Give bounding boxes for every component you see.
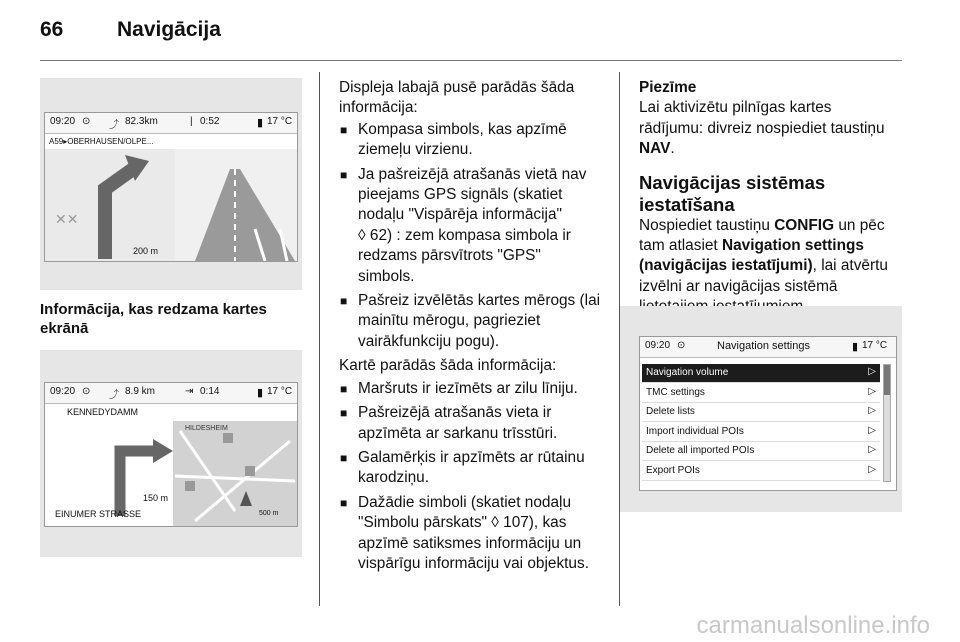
eta-separator: | [190,116,193,127]
footer-watermark: carmanualsonline.info [696,612,930,639]
chevron-right-icon: ▷ [868,385,876,397]
settings-menu-item-label: Delete lists [646,406,695,417]
list-item: ■ Dažādie simboli (skatiet nodaļu "Simbolu pārskats" ◊ 107), kas apzīmē satiksmes informāciju un vispārīgu informāciju vai objektus. [339,493,607,575]
settings-menu-item-label: TMC settings [646,386,705,398]
settings-menu-item[interactable] [642,462,880,481]
clock: 09:20 [645,340,671,351]
road-name: A59▸OBERHAUSEN/OLPE... [49,137,154,146]
chevron-right-icon: ▷ [868,463,876,475]
settings-screen-image [620,306,902,512]
figure-caption [40,300,310,338]
caption-line: ekrānā [40,320,89,337]
turn-distance: 150 m [143,493,169,503]
settings-menu-item[interactable] [642,442,880,461]
header-rule [40,60,902,61]
guidance-screen-image [40,78,302,290]
list-item: ■ Kompasa simbols, kas apzīmē ziemeļu virzienu. [339,120,607,161]
list-item: ■ Maršruts ir iezīmēts ar zilu līniju. [339,379,607,399]
map-display [44,382,298,527]
temperature-icon: ▮ [257,117,264,129]
settings-menu-item[interactable] [642,364,880,383]
note-title: Piezīme [639,79,697,96]
guidance-display [44,112,298,262]
note: Piezīme Lai aktivizētu pilnīgas kartes rādījumu: divreiz nospiediet taustiņu NAV. [639,79,885,158]
svg-text:✕✕: ✕✕ [55,211,79,227]
settings-display [639,336,897,491]
time-remaining: 0:14 [200,386,220,397]
chevron-right-icon: ▷ [868,444,876,455]
compass-icon: ⊙ [677,340,686,351]
instruction-text: Nospiediet taustiņu CONFIG un pēc tam atlasiet Navigation settings (navigācijas iestatījumi), lai atvērtu izvēlni ar navigācijas sistēmā [639,216,888,295]
settings-menu-item-label: Import individual POIs [646,425,744,437]
distance-remaining: 82.3km [125,116,158,127]
temperature: 17 °C [267,116,293,127]
list-item: ■ Pašreizējā atrašanās vieta ir apzīmēta ar sarkanu trīsstūri. [339,403,607,444]
chevron-right-icon: ▷ [868,405,876,416]
compass-icon: ⊙ [82,116,91,127]
map-scale: 500 m [259,510,279,517]
clock: 09:20 [50,386,76,397]
list-item: ■ Ja pašreizējā atrašanās vietā nav pieejams GPS signāls (skatiet nodaļu "Vispārēja informācija" ◊ 62) : zem kompasa simbola ir redzams pārsvītrots "GPS" simbols. [339,165,607,287]
page-number: 66 [40,18,64,41]
settings-menu-item-label: Export POIs [646,464,700,476]
middle-column [339,78,607,578]
settings-menu-item[interactable] [642,423,880,442]
status-bar [45,383,297,404]
page-title: Navigācija [117,18,221,41]
settings-menu-item-label: Navigation volume [646,367,729,378]
right-column [639,78,909,318]
menu-title: Navigation settings [717,340,810,352]
temperature: 17 °C [267,386,293,397]
chevron-right-icon: ▷ [868,424,876,436]
distance-remaining: 8.9 km [125,386,156,397]
settings-menu-item[interactable] [642,384,880,403]
map-screen-image [40,350,302,557]
temperature-icon: ▮ [257,387,264,399]
temperature-icon: ▮ [852,341,859,353]
time-remaining: 0:52 [200,116,220,127]
intro-text-2: Kartē parādās šāda informācija: [339,357,557,375]
settings-menu-item-label: Delete all imported POIs [646,445,755,456]
arrival-icon: ⇥ [185,386,194,397]
list-item: ■ Galamērķis ir apzīmēts ar rūtainu karodziņu. [339,448,607,489]
status-bar [640,337,896,358]
route-icon: ⤴ [109,120,119,131]
intro-text: Displeja labajā pusē parādās šāda informācija: [339,79,575,117]
city-name: HILDESHEIM [185,425,228,432]
column-divider-left [319,72,320,606]
clock: 09:20 [50,116,76,127]
nav-key: NAV [639,140,671,158]
chevron-right-icon: ▷ [868,366,876,377]
compass-icon: ⊙ [82,386,91,397]
status-bar [45,113,297,134]
caption-line: Informācija, kas redzama kartes [40,301,267,318]
street-name-top: KENNEDYDAMM [67,407,139,417]
route-icon: ⤴ [109,390,119,401]
temperature: 17 °C [862,340,888,351]
settings-menu-item[interactable] [642,403,880,422]
turn-arrow-icon [45,149,297,261]
section-heading: Navigācijas sistēmas iestatīšana [639,171,826,215]
turn-distance: 200 m [133,246,159,256]
list-item: ■ Pašreiz izvēlētās kartes mērogs (lai mainītu mērogu, pagrieziet vairākfunkciju pogu). [339,291,607,352]
scrollbar[interactable] [883,364,891,482]
scrollbar-thumb[interactable] [884,365,890,395]
street-name-bottom: EINUMER STRASSE [55,509,142,519]
